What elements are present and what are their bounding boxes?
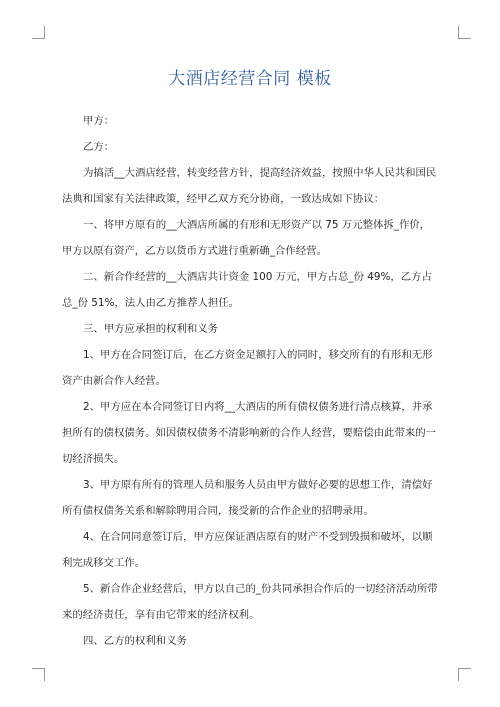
party-a-item-1: 1、甲方在合同签订后，在乙方资金足额打入的同时，移交所有的有形和无形资产由新合作人经营。 — [62, 349, 433, 387]
party-a-item-5: 5、新合作企业经营后，甲方以自己的_份共同承担合作后的一切经济活动所带来的经济责任，享有由它带来的经济权利。 — [62, 583, 438, 621]
preamble-paragraph: 为搞活__大酒店经营，转变经营方针，提高经济效益，按照中华人民共和国民法典和国家有关法律政策，经甲乙双方充分协商，一致达成如下协议： — [62, 167, 437, 205]
party-b-line: 乙方： — [83, 141, 115, 153]
party-a-item-4: 4、在合同同意签订后，甲方应保证酒店原有的财产不受到毁损和破坏，以顺利完成移交工作。 — [62, 531, 433, 569]
document-title: 大酒店经营合同 模板 — [168, 69, 332, 89]
crop-mark-bottom-left — [32, 668, 45, 681]
document-body — [62, 108, 440, 654]
crop-mark-bottom-right — [458, 668, 471, 681]
party-a-item-3: 3、甲方原有所有的管理人员和服务人员由甲方做好必要的思想工作，清偿好所有债权债务关系和解除聘用合同，接受新的合作企业的招聘录用。 — [62, 479, 433, 517]
section-heading-party-b: 四、乙方的权利和义务 — [83, 635, 187, 647]
clause-2: 二、新合作经营的__大酒店共计资金 100 万元，甲方占总_份 49%，乙方占总_份 51%，法人由乙方推荐人担任。 — [62, 271, 432, 309]
section-heading-party-a: 三、甲方应承担的权利和义务 — [83, 323, 219, 335]
clause-1: 一、将甲方原有的__大酒店所属的有形和无形资产以 75 万元整体拆_作价，甲方以原有资产，乙方以货币方式进行重新确_合作经营。 — [62, 219, 431, 257]
crop-mark-top-left — [32, 26, 45, 39]
party-a-line: 甲方： — [83, 115, 115, 127]
party-a-item-2: 2、甲方应在本合同签订日内将__大酒店的所有债权债务进行清点核算，并承担所有的债权债务。如因债权债务不清影响新的合作人经营，要赔偿由此带来的一切经济损失。 — [62, 401, 437, 465]
crop-mark-top-right — [458, 26, 471, 39]
